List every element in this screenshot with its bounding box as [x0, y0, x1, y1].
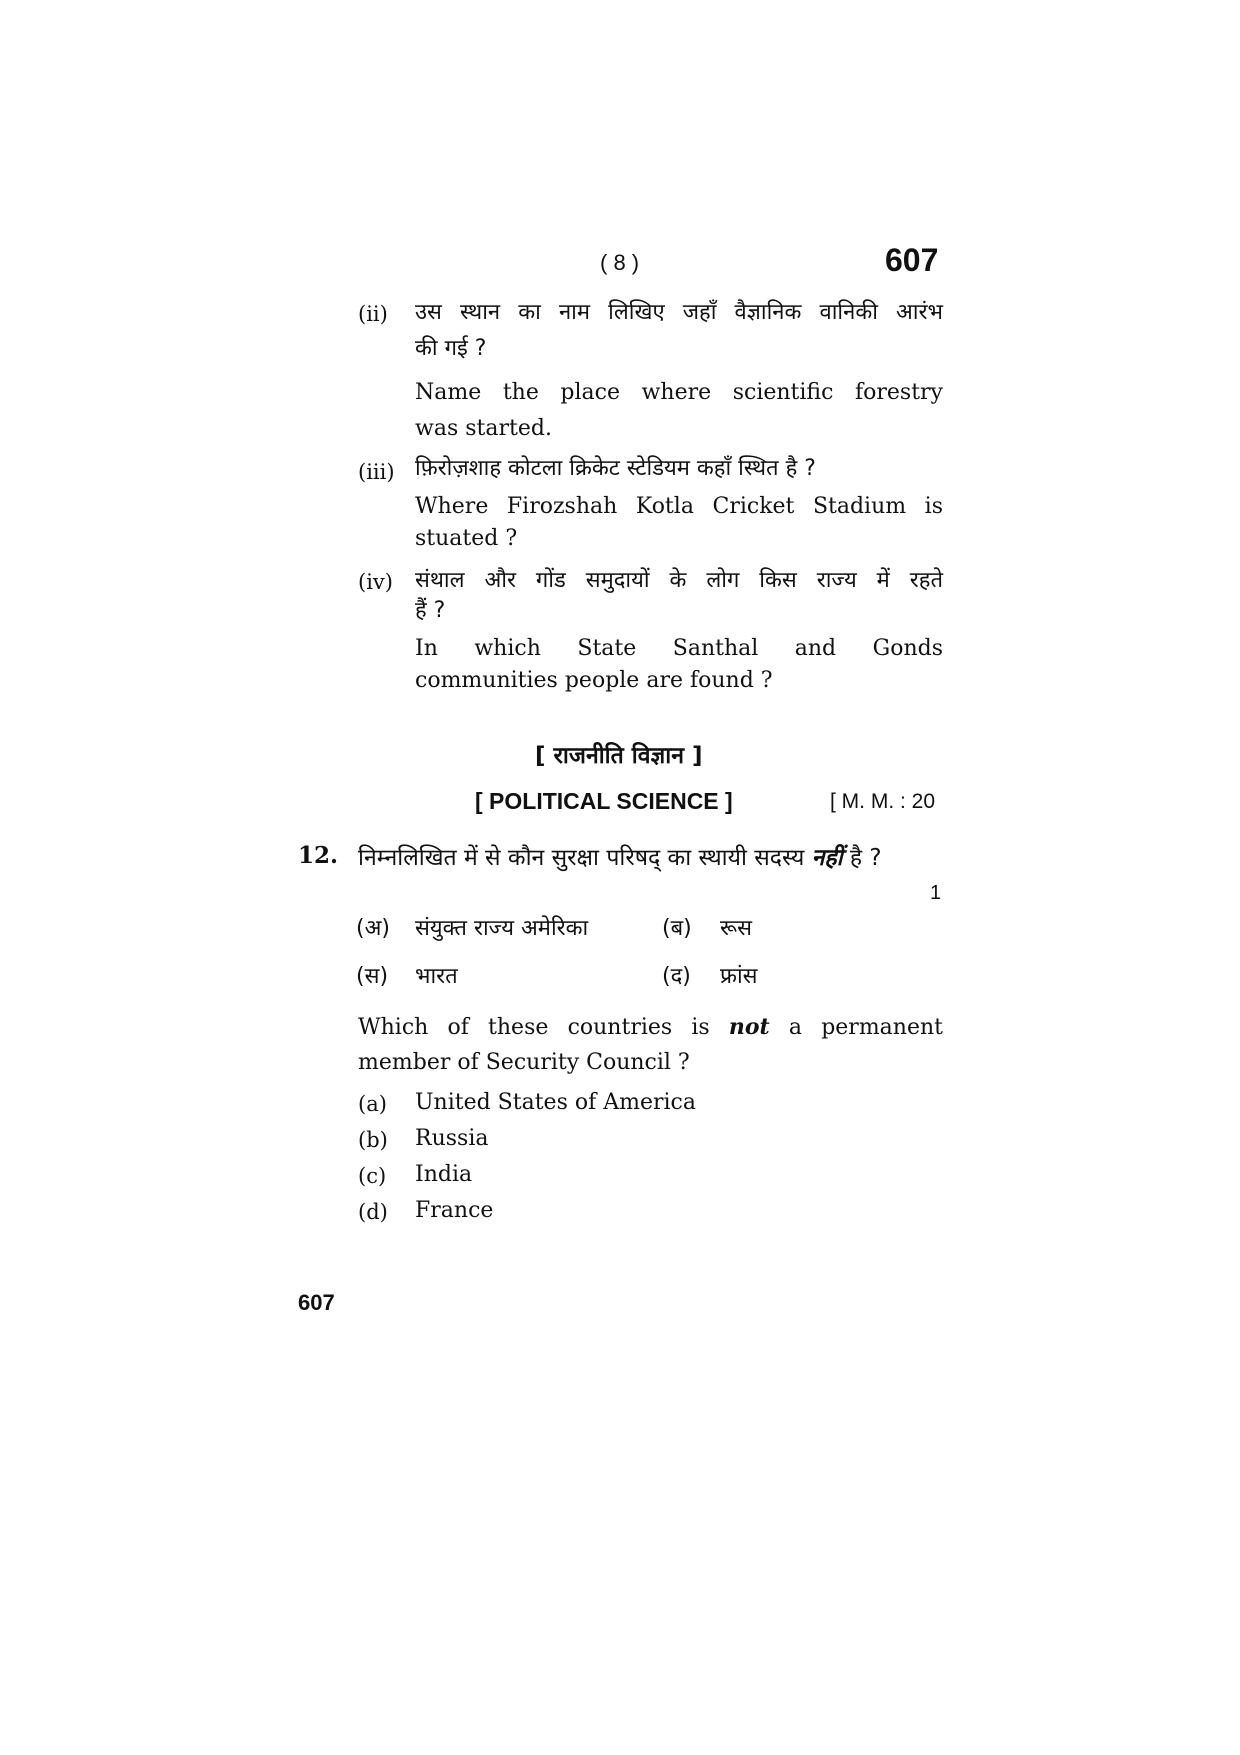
hindi-option-c-text: भारत	[415, 964, 458, 989]
question-12-hindi	[358, 840, 882, 872]
section-title-hindi: [ राजनीति विज्ञान ]	[535, 743, 703, 769]
question-ii-hindi-line2: की गई ?	[415, 336, 487, 361]
english-option-a-text: United States of America	[415, 1090, 696, 1115]
question-ii-english-line1: Name the place where scientific forestry	[415, 380, 943, 405]
english-option-c-text: India	[415, 1162, 473, 1187]
english-option-c-label: (c)	[358, 1164, 387, 1188]
section-title-english: [ POLITICAL SCIENCE ]	[475, 788, 733, 814]
question-12-english-line1	[358, 1014, 943, 1040]
hindi-option-a-label: (अ)	[356, 916, 390, 941]
question-12-english-pre: Which of these countries is	[358, 1015, 710, 1040]
question-iii-english-line1: Where Firozshah Kotla Cricket Stadium is	[415, 494, 943, 519]
english-option-b-text: Russia	[415, 1126, 489, 1151]
paper-code-top: 607	[885, 242, 939, 278]
hindi-option-b-label: (ब)	[662, 916, 692, 941]
english-option-a-label: (a)	[358, 1092, 387, 1116]
question-label-iii: (iii)	[358, 460, 395, 484]
question-label-iv: (iv)	[358, 570, 393, 594]
page-number: ( 8 )	[600, 250, 640, 275]
hindi-option-d-text: फ्रांस	[720, 964, 758, 989]
question-12-hindi-emphasis: नहीं	[811, 845, 843, 871]
question-12-marks: 1	[930, 882, 942, 904]
hindi-option-d-label: (द)	[662, 964, 691, 989]
question-iv-english-line1: In which State Santhal and Gonds	[415, 636, 943, 661]
hindi-option-b-text: रूस	[720, 916, 752, 941]
question-label-ii: (ii)	[358, 302, 388, 326]
question-12-english-emphasis: not	[728, 1014, 770, 1040]
question-iv-english-line2: communities people are found ?	[415, 668, 773, 693]
question-iv-hindi-line1: संथाल और गोंड समुदायों के लोग किस राज्य में रहते	[415, 568, 943, 593]
hindi-option-c-label: (स)	[356, 964, 389, 989]
english-option-b-label: (b)	[358, 1128, 388, 1152]
question-12-hindi-end: है ?	[849, 845, 882, 871]
question-iv-hindi-line2: हैं ?	[415, 598, 446, 623]
question-12-hindi-text: निम्नलिखित में से कौन सुरक्षा परिषद् का स्थायी सदस्य	[358, 845, 805, 871]
hindi-option-a-text: संयुक्त राज्य अमेरिका	[415, 916, 589, 941]
question-12-english-line2: member of Security Council ?	[358, 1050, 690, 1075]
paper-code-bottom: 607	[298, 1290, 335, 1315]
question-number-12: 12.	[298, 842, 339, 869]
max-marks: [ M. M. : 20	[830, 790, 936, 813]
question-ii-hindi-line1: उस स्थान का नाम लिखिए जहाँ वैज्ञानिक वानिकी आरंभ	[415, 300, 943, 325]
question-12-english-post: a permanent	[788, 1015, 943, 1040]
question-iii-english-line2: stuated ?	[415, 526, 518, 551]
english-option-d-text: France	[415, 1198, 494, 1223]
question-ii-english-line2: was started.	[415, 416, 552, 441]
question-iii-hindi: फ़िरोज़शाह कोटला क्रिकेट स्टेडियम कहाँ स्थित है ?	[415, 456, 816, 481]
english-option-d-label: (d)	[358, 1200, 388, 1224]
